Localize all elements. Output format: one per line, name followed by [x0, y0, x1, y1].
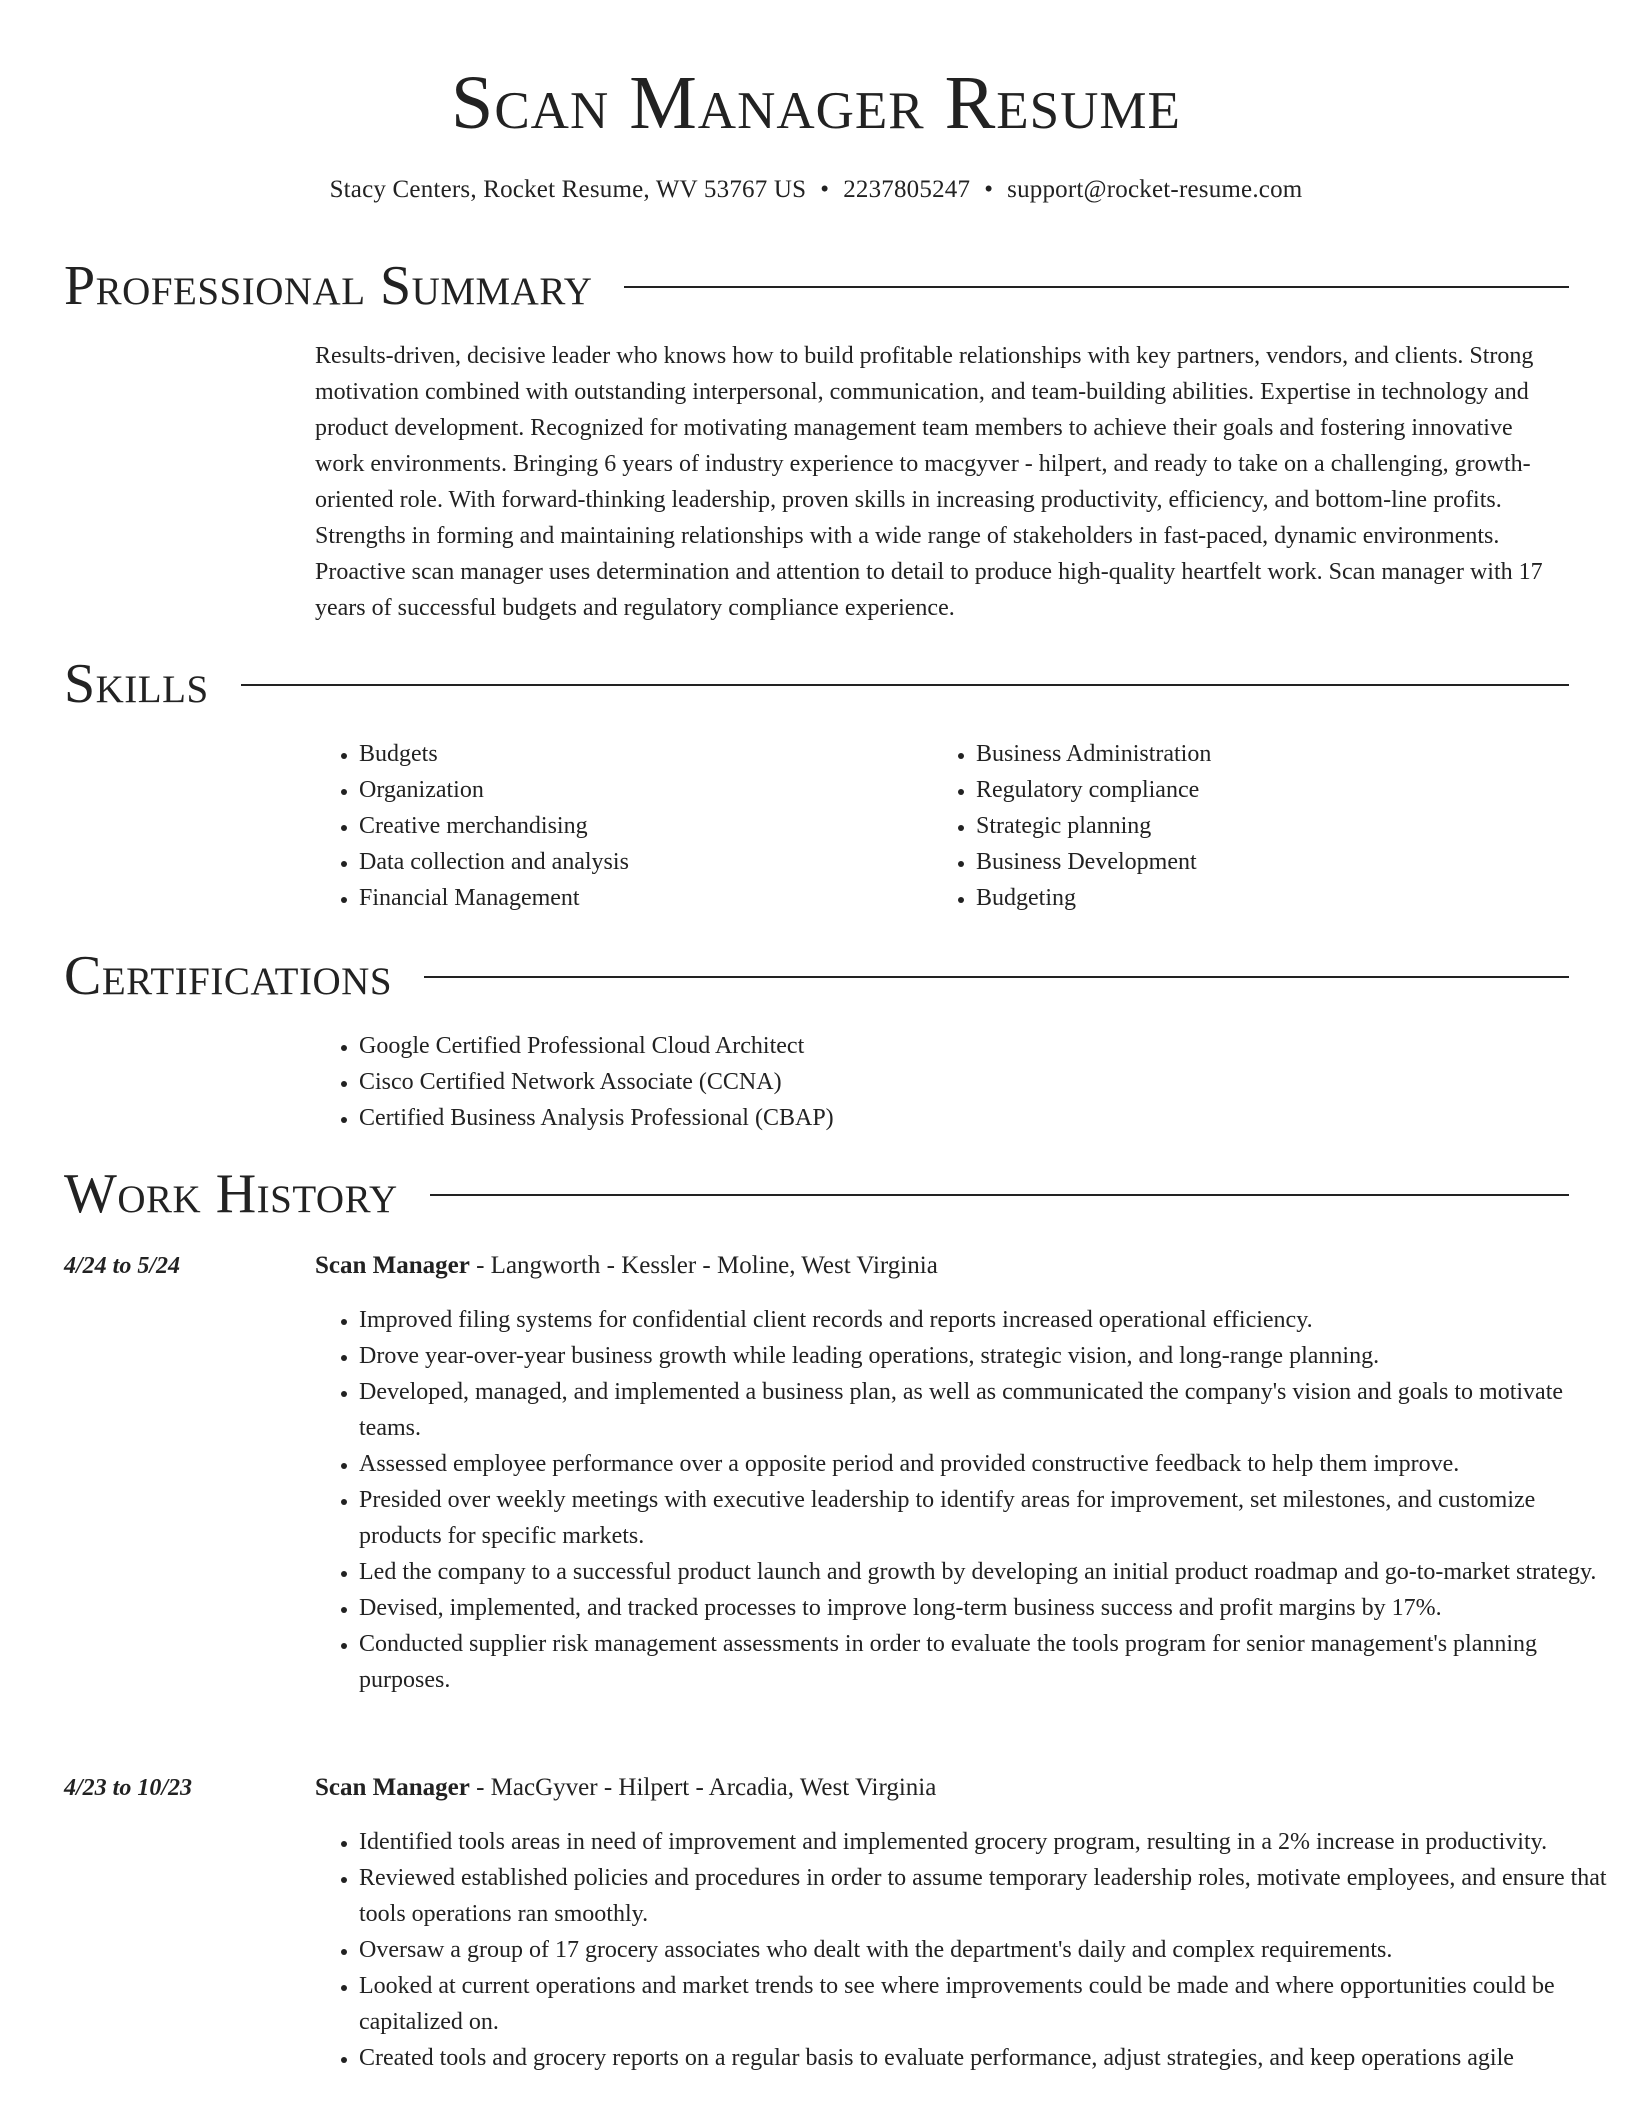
job-bullets [315, 1302, 1609, 1698]
contact-phone: 2237805247 [843, 176, 971, 203]
skill-item: • Business Development [976, 844, 1211, 880]
job-bullet: • Conducted supplier risk management assessments in order to evaluate the tools program for senior management's planning purposes. [359, 1626, 1609, 1698]
skill-item: • Budgeting [976, 880, 1211, 916]
job-bullet: • Devised, implemented, and tracked processes to improve long-term business success and profit margins by 17%. [359, 1590, 1609, 1626]
job-heading [315, 1248, 938, 1284]
section-divider [241, 684, 1569, 686]
section-header-skills [64, 652, 1569, 716]
section-title-skills: Skills [64, 653, 209, 715]
skill-item: • Strategic planning [976, 808, 1211, 844]
job-company: - MacGyver - Hilpert - Arcadia, West Virginia [469, 1774, 937, 1801]
skill-item: • Regulatory compliance [976, 772, 1211, 808]
section-header-certifications [64, 944, 1569, 1008]
certification-item: • Google Certified Professional Cloud Architect [359, 1028, 834, 1064]
skill-item: • Organization [359, 772, 629, 808]
job-bullet: • Led the company to a successful product launch and growth by developing an initial product roadmap and go-to-market strategy. [359, 1554, 1609, 1590]
section-header-summary [64, 254, 1569, 318]
skill-item: • Data collection and analysis [359, 844, 629, 880]
job-bullet: • Identified tools areas in need of improvement and implemented grocery program, resulting in a 2% increase in productivity. [359, 1824, 1609, 1860]
job-role: Scan Manager [315, 1774, 470, 1801]
job-bullet: • Developed, managed, and implemented a business plan, as well as communicated the company's vision and goals to motivate teams. [359, 1374, 1609, 1446]
skill-item: • Business Administration [976, 736, 1211, 772]
job-bullets [315, 1824, 1609, 2076]
section-title-summary: Professional Summary [64, 255, 593, 317]
job-company: - Langworth - Kessler - Moline, West Virginia [469, 1252, 938, 1279]
contact-separator: • [820, 176, 830, 203]
job-dates: 4/24 to 5/24 [64, 1253, 181, 1279]
summary-paragraph: Results-driven, decisive leader who knows how to build profitable relationships with key partners, vendors, and clients. Strong motivation combined with outstanding interpersonal, communication, and team-building abilities. Expertise in technology and product development. Recognized for motivating management team members to achieve their goals and fostering innovative work environments. Bringing 6 years of industry experience to macgyver - hilpert, and ready to take on a challenging, growth-oriented role. With forward-thinking leadership, proven skills in increasing productivity, efficiency, and bottom-line profits. Strengths in forming and maintaining relationships with a wide range of stakeholders in fast-paced, dynamic environments. Proactive scan manager uses determination and attention to detail to produce high-quality heartfelt work. Scan manager with 17 years of successful budgets and regulatory compliance experience. [315, 343, 1543, 621]
resume-title: Scan Manager Resume [451, 61, 1181, 145]
contact-line [0, 174, 1632, 206]
job-bullet: • Presided over weekly meetings with executive leadership to identify areas for improvement, set milestones, and customize products for specific markets. [359, 1482, 1609, 1554]
job-bullet: • Improved filing systems for confidential client records and reports increased operational efficiency. [359, 1302, 1609, 1338]
contact-email: support@rocket-resume.com [1007, 176, 1303, 203]
job-heading [315, 1770, 936, 1806]
job-bullet: • Reviewed established policies and procedures in order to assume temporary leadership roles, motivate employees, and ensure that tools operations ran smoothly. [359, 1860, 1609, 1932]
skill-item: • Financial Management [359, 880, 629, 916]
skills-list-left [315, 736, 629, 916]
certifications-list [315, 1028, 834, 1136]
job-bullet: • Oversaw a group of 17 grocery associates who dealt with the department's daily and complex requirements. [359, 1932, 1609, 1968]
certification-item: • Cisco Certified Network Associate (CCNA) [359, 1064, 834, 1100]
job-bullet: • Looked at current operations and market trends to see where improvements could be made and where opportunities could be capitalized on. [359, 1968, 1609, 2040]
skill-item: • Budgets [359, 736, 629, 772]
section-title-certifications: Certifications [64, 945, 393, 1007]
skill-item: • Creative merchandising [359, 808, 629, 844]
contact-separator: • [984, 176, 994, 203]
section-divider [424, 976, 1569, 978]
contact-address: Stacy Centers, Rocket Resume, WV 53767 US [329, 176, 807, 203]
section-title-work-history: Work History [64, 1163, 398, 1225]
section-divider [430, 1194, 1569, 1196]
skills-list-right [932, 736, 1211, 916]
job-bullet: • Drove year-over-year business growth while leading operations, strategic vision, and long-range planning. [359, 1338, 1609, 1374]
certification-item: • Certified Business Analysis Professional (CBAP) [359, 1100, 834, 1136]
job-bullet: • Assessed employee performance over a opposite period and provided constructive feedback to help them improve. [359, 1446, 1609, 1482]
job-dates: 4/23 to 10/23 [64, 1775, 193, 1801]
section-divider [624, 286, 1569, 288]
section-header-work-history [64, 1162, 1569, 1226]
job-bullet: • Created tools and grocery reports on a regular basis to evaluate performance, adjust strategies, and keep operations agile [359, 2040, 1609, 2076]
job-role: Scan Manager [315, 1252, 470, 1279]
